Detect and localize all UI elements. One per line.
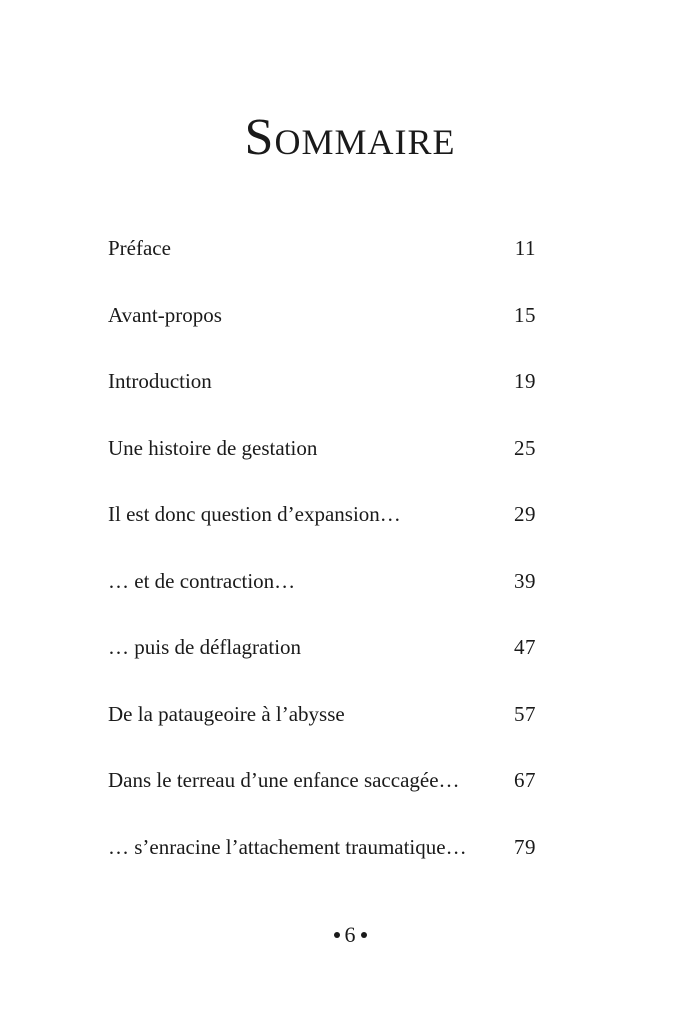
toc-entry-page: 29 xyxy=(514,502,536,526)
toc-entry-introduction[interactable] xyxy=(108,369,536,436)
bullet-dot-icon xyxy=(361,932,367,938)
toc-entry-preface[interactable] xyxy=(108,236,536,303)
toc-entry-label: Il est donc question d’expansion… xyxy=(108,502,401,526)
toc-entry-label: … et de contraction… xyxy=(108,568,296,593)
toc-entry-avant-propos[interactable] xyxy=(108,303,536,370)
toc-entry-page: 25 xyxy=(514,435,536,460)
toc-entry-gestation[interactable] xyxy=(108,436,536,503)
toc-entry-label: … s’enracine l’attachement traumatique… xyxy=(108,834,467,859)
toc-entry-page: 15 xyxy=(514,302,536,327)
toc-entry-page: 39 xyxy=(514,568,536,593)
toc-entry-label: Une histoire de gestation xyxy=(108,435,318,460)
page-number xyxy=(0,922,700,948)
toc-entry-label: Préface xyxy=(108,236,171,260)
toc-entry-abysse[interactable] xyxy=(108,702,536,769)
toc-entry-page: 19 xyxy=(514,369,536,393)
toc-entry-expansion[interactable] xyxy=(108,502,536,569)
toc-entry-label: Introduction xyxy=(108,369,212,393)
toc-entry-deflagration[interactable] xyxy=(108,635,536,702)
toc-entry-page: 67 xyxy=(514,768,536,792)
toc-entry-label: … puis de déflagration xyxy=(108,635,302,659)
toc-entry-page: 57 xyxy=(514,701,536,726)
toc-entry-enfance[interactable] xyxy=(108,768,536,835)
page-title: Sommaire xyxy=(244,109,456,166)
toc-entry-page: 11 xyxy=(514,236,536,260)
toc-entry-label: De la pataugeoire à l’abysse xyxy=(108,701,345,726)
page-number-value: 6 xyxy=(344,922,356,947)
toc-entry-attachement[interactable] xyxy=(108,835,536,902)
toc-entry-label: Avant-propos xyxy=(108,302,222,327)
toc-entry-label: Dans le terreau d’une enfance saccagée… xyxy=(108,768,460,792)
toc-entry-contraction[interactable] xyxy=(108,569,536,636)
toc-entry-page: 79 xyxy=(514,834,536,859)
toc-entry-page: 47 xyxy=(514,635,536,659)
table-of-contents xyxy=(108,236,536,901)
bullet-dot-icon xyxy=(334,932,340,938)
